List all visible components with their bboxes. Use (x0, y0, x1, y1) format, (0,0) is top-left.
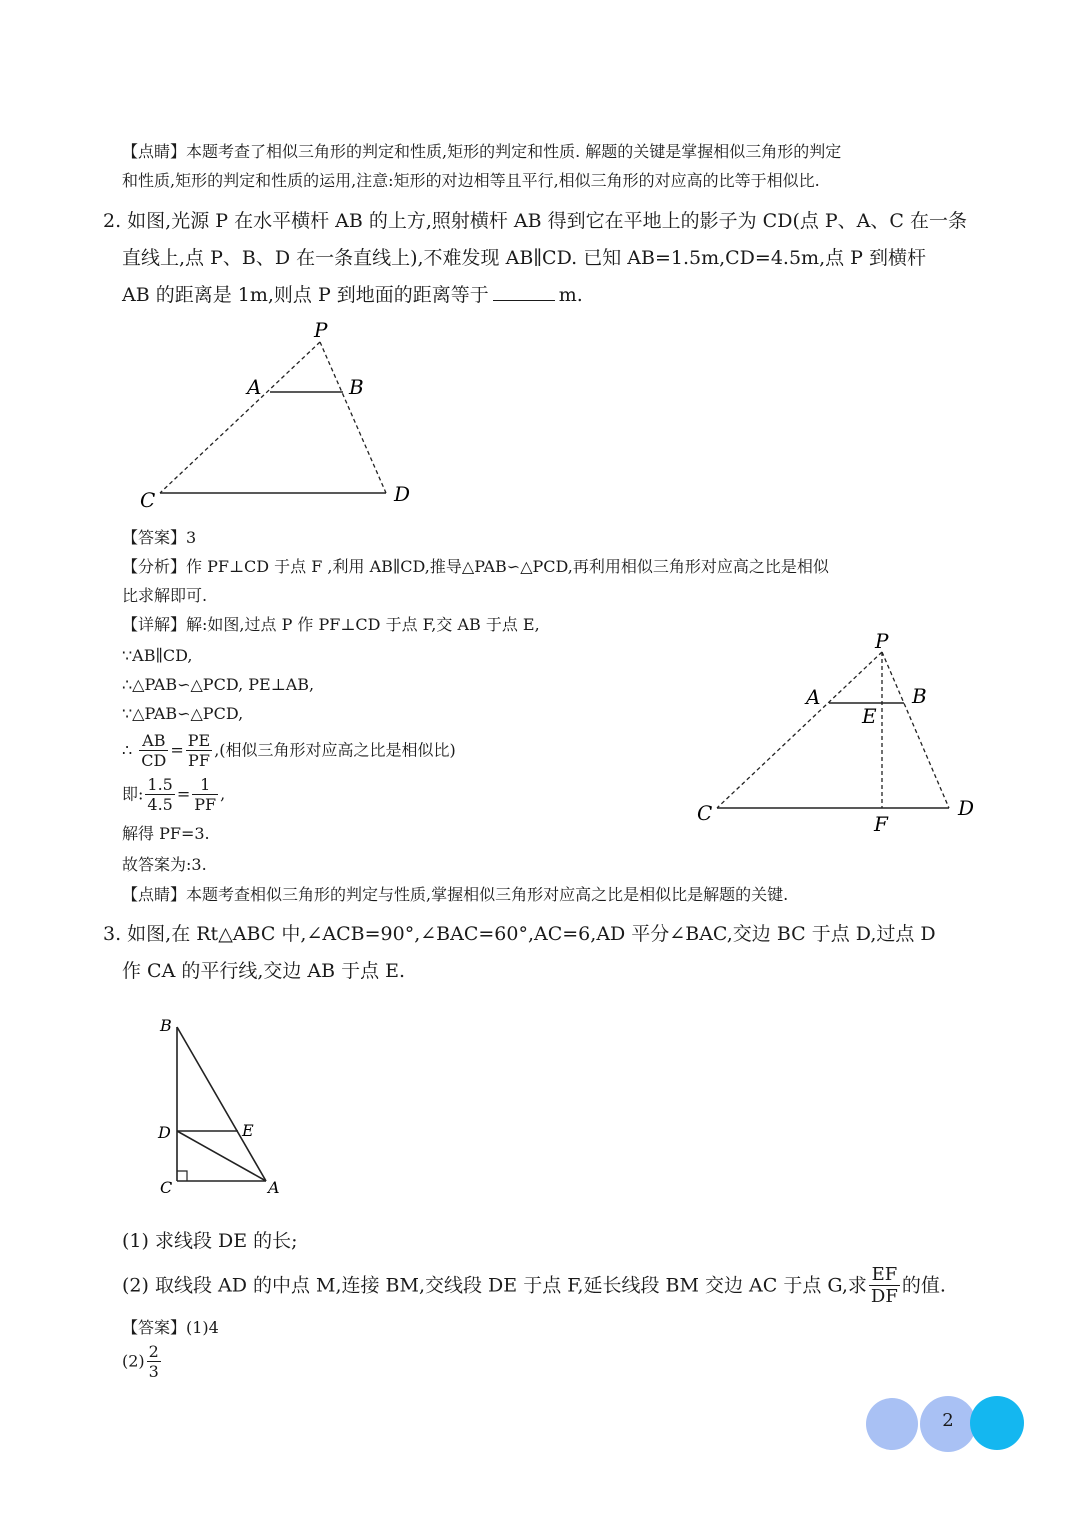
segment-ba (177, 1027, 266, 1181)
fraction-1.5-4.5 (145, 775, 174, 814)
label-d: D (158, 1123, 171, 1142)
label-a: A (268, 1178, 280, 1197)
q2-analysis-line1: 【分析】作 PF⊥CD 于点 F ,利用 AB∥CD,推导△PAB∽△PCD,再利用相似三角形对应高之比是相似 (122, 557, 829, 576)
equals-sign: = (170, 740, 184, 760)
line-pc (160, 342, 320, 493)
q2-detail-line7: 解得 PF=3. (122, 824, 210, 843)
label-c: C (140, 488, 156, 512)
q2-stem-line2: 直线上,点 P、B、D 在一条直线上),不难发现 AB∥CD. 已知 AB=1.5m,CD=4.5m,点 P 到横杆 (122, 247, 926, 269)
fraction-numerator: PE (187, 731, 211, 750)
label-d: D (958, 796, 975, 820)
q2-detail-line1: 【详解】解:如图,过点 P 作 PF⊥CD 于点 F,交 AB 于点 E, (122, 615, 540, 634)
q2-figure-2 (690, 625, 990, 840)
q2-detail-line5 (122, 731, 456, 770)
label-f: F (874, 812, 888, 836)
q2-stem-line1: 2. 如图,光源 P 在水平横杆 AB 的上方,照射横杆 AB 得到它在平地上的影子为 CD(点 P、A、C 在一条 (103, 210, 967, 232)
fraction-denominator: DF (870, 1286, 898, 1307)
detail-line5-suffix: ,(相似三角形对应高之比是相似比) (214, 740, 456, 760)
label-e: E (242, 1121, 254, 1140)
q2-detail-line2: ∵AB∥CD, (122, 646, 193, 665)
fraction-2-3 (147, 1342, 161, 1381)
prev-note-line1: 【点睛】本题考查了相似三角形的判定和性质,矩形的判定和性质. 解题的关键是掌握相似三角形的判定 (122, 142, 842, 161)
fraction-denominator: 4.5 (147, 795, 173, 814)
page-number: 2 (942, 1410, 954, 1431)
q2-figure-1 (130, 315, 430, 515)
label-a: A (247, 375, 262, 399)
label-b: B (349, 375, 364, 399)
therefore-symbol: ∴ (122, 740, 133, 760)
line-pd (882, 652, 949, 808)
label-d: D (394, 482, 411, 506)
label-e: E (862, 704, 877, 728)
q2-answer: 【答案】3 (122, 528, 197, 547)
fraction-denominator: CD (141, 751, 167, 770)
detail-line6-prefix: 即: (122, 784, 144, 804)
label-c: C (160, 1178, 173, 1197)
fraction-1-pf (192, 775, 218, 814)
label-b: B (912, 684, 927, 708)
label-p: P (875, 629, 889, 653)
q3-sub2-suffix: 的值. (901, 1274, 946, 1297)
fraction-numerator: 1 (192, 775, 218, 795)
label-b: B (160, 1016, 172, 1035)
label-c: C (697, 801, 713, 825)
fraction-numerator: EF (869, 1264, 900, 1286)
detail-line6-suffix: , (220, 784, 226, 804)
q3-stem-line1: 3. 如图,在 Rt△ABC 中,∠ACB=90°,∠BAC=60°,AC=6,AD 平分∠BAC,交边 BC 于点 D,过点 D (103, 923, 936, 945)
answer2-prefix: (2) (122, 1351, 145, 1371)
fraction-numerator: AB (139, 731, 168, 751)
fraction-ab-cd (139, 731, 168, 770)
line-pc (717, 652, 882, 808)
fraction-denominator: 3 (148, 1362, 159, 1381)
answer-blank (493, 280, 555, 301)
label-p: P (314, 318, 328, 342)
q3-answer2 (122, 1342, 163, 1381)
q3-sub2-text: (2) 取线段 AD 的中点 M,连接 BM,交线段 DE 于点 F,延长线段 BM 交边 AC 于点 G,求 (122, 1274, 867, 1297)
q3-figure (150, 1010, 300, 1200)
q2-note: 【点睛】本题考查相似三角形的判定与性质,掌握相似三角形对应高之比是相似比是解题的关键. (122, 885, 789, 904)
q3-stem-line2: 作 CA 的平行线,交边 AB 于点 E. (122, 960, 406, 982)
fraction-numerator: 2 (148, 1342, 159, 1361)
right-angle-mark (177, 1171, 187, 1181)
q3-sub2 (122, 1264, 946, 1307)
fraction-numerator: 1.5 (147, 775, 173, 794)
fraction-denominator: PF (188, 751, 210, 770)
prev-note-line2: 和性质,矩形的判定和性质的运用,注意:矩形的对边相等且平行,相似三角形的对应高的比等于相似比. (122, 171, 820, 190)
line-pd (320, 342, 386, 493)
q2-detail-line6 (122, 775, 225, 814)
equals-sign: = (176, 784, 191, 804)
q2-unit: m. (558, 284, 583, 306)
page-circle-left (866, 1398, 918, 1450)
label-a: A (806, 685, 821, 709)
fraction-ef-df (869, 1264, 900, 1307)
page-circle-right (970, 1396, 1024, 1450)
q3-sub1: (1) 求线段 DE 的长; (122, 1230, 298, 1252)
q2-detail-line4: ∵△PAB∽△PCD, (122, 704, 244, 723)
q2-stem-line3-text: AB 的距离是 1m,则点 P 到地面的距离等于 (122, 284, 489, 306)
q2-analysis-line2: 比求解即可. (122, 586, 208, 605)
q2-detail-line8: 故答案为:3. (122, 855, 207, 874)
q3-answer1: 【答案】(1)4 (122, 1318, 219, 1337)
fraction-denominator: PF (194, 795, 217, 814)
fraction-pe-pf (186, 731, 212, 770)
q2-stem-line3 (122, 277, 583, 314)
q2-detail-line3: ∴△PAB∽△PCD, PE⊥AB, (122, 675, 315, 694)
